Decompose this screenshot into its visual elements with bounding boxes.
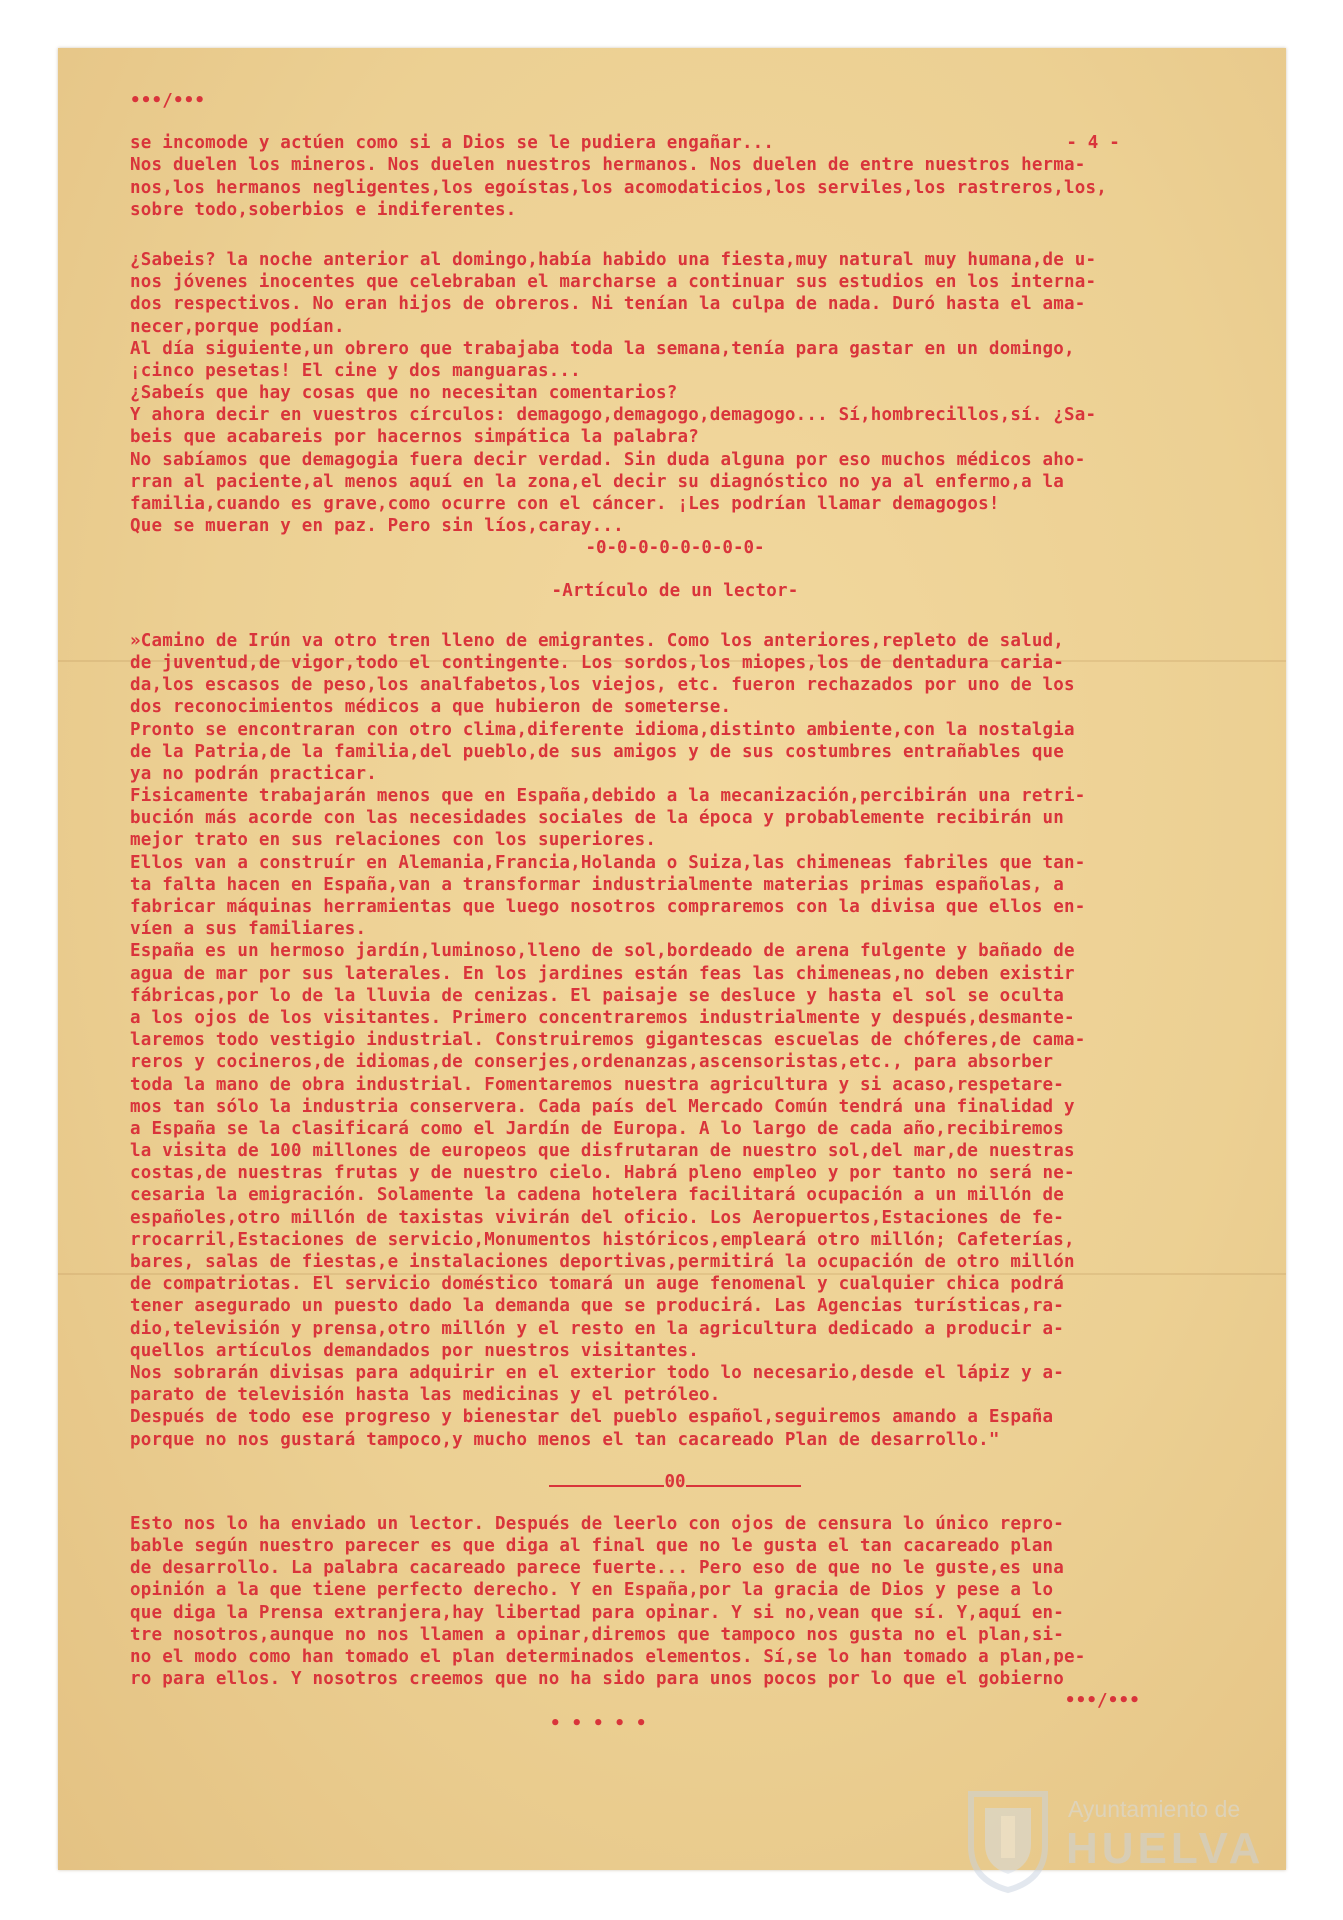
- text-line: ¿Sabeis? la noche anterior al domingo,había habido una fiesta,muy natural muy humana,de u-: [130, 249, 1097, 270]
- spacer: [130, 112, 1220, 132]
- text-line: Y ahora decir en vuestros círculos: demagogo,demagogo,demagogo... Sí,hombrecillos,sí. ¿Sa-: [130, 405, 1097, 426]
- text-line: nos,los hermanos negligentes,los egoístas,los acomodaticios,los serviles,los rastreros,los,: [130, 177, 1107, 198]
- text-line: dos reconocimientos médicos a que hubieron de someterse.: [130, 697, 732, 718]
- text-line: de juventud,de vigor,todo el contingente. Los sordos,los miopes,los de dentadura caria-: [130, 652, 1065, 673]
- text-line: de la Patria,de la familia,del pueblo,de sus amigos y de sus costumbres entrañables que: [130, 741, 1065, 762]
- text-line: ya no podrán practicar.: [130, 763, 377, 784]
- text-line: Al día siguiente,un obrero que trabajaba toda la semana,tenía para gastar en un domingo,: [130, 338, 1075, 359]
- text-line: agua de mar por sus laterales. En los jardines están feas las chimeneas,no deben existir: [130, 963, 1075, 984]
- trailing-dots: • • • • •: [550, 1713, 647, 1734]
- text-line: a España se la clasificará como el Jardín de Europa. A lo largo de cada año,recibiremos: [130, 1118, 1065, 1139]
- continuation-mark-bottom: •••/•••: [1064, 1691, 1140, 1712]
- text-line: de desarrollo. La palabra cacareado parece fuerte... Pero eso de que no le guste,es una: [130, 1558, 1065, 1579]
- coat-of-arms-icon: [963, 1786, 1053, 1894]
- spacer: [130, 560, 1220, 580]
- text-line: toda la mano de obra industrial. Fomentaremos nuestra agricultura y si acaso,respetare-: [130, 1074, 1065, 1095]
- text-line: rran al paciente,al menos aquí en la zona,el decir su diagnóstico no ya al enfermo,a la: [130, 471, 1065, 492]
- continuation-mark: •••/•••: [130, 91, 206, 111]
- text-line: ¡cinco pesetas! El cine y dos manguaras...: [130, 360, 581, 381]
- text-line: nos jóvenes inocentes que celebraban el marcharse a continuar sus estudios en los interna-: [130, 272, 1097, 293]
- text-line: necer,porque podían.: [130, 316, 345, 337]
- separator-mark: 00: [664, 1471, 686, 1492]
- text-line: fábricas,por lo de la lluvia de cenizas. El paisaje se desluce y hasta el sol se oculta: [130, 985, 1065, 1006]
- text-line: fabricar máquinas herramientas que luego nosotros compraremos con la divisa que ellos en-: [130, 897, 1086, 917]
- text-line: da,los escasos de peso,los analfabetos,los viejos, etc. fueron rechazados por uno de los: [130, 675, 1075, 696]
- separator-rule: [130, 1471, 1220, 1493]
- text-line: bución más acorde con las necesidades sociales de la época y probablemente recibirán un: [130, 808, 1065, 829]
- text-line: tre nosotros,aunque no nos llamen a opinar,diremos que tampoco nos gusta no el plan,si-: [130, 1624, 1065, 1645]
- text-line: ta falta hacen en España,van a transformar industrialmente materias primas españolas, a: [130, 874, 1065, 895]
- text-line: se incomode y actúen como si a Dios se le pudiera engañar...: [130, 133, 775, 154]
- text-line: bable según nuestro parecer es que diga al final que no le gusta el tan cacareado plan: [130, 1536, 1054, 1557]
- document-page: [58, 48, 1286, 1870]
- text-line: sobre todo,soberbios e indiferentes.: [130, 199, 517, 220]
- text-line: dos respectivos. No eran hijos de obreros. Ni tenían la culpa de nada. Duró hasta el ama-: [130, 294, 1086, 315]
- text-line: la visita de 100 millones de europeos que disfrutaran de nuestro sol,del mar,de nuestras: [130, 1141, 1075, 1162]
- separator: -0-0-0-0-0-0-0-0-: [585, 538, 765, 559]
- text-line: tener asegurado un puesto dado la demanda que se producirá. Las Agencias turísticas,ra-: [130, 1296, 1065, 1317]
- text-line: España es un hermoso jardín,luminoso,lleno de sol,bordeado de arena fulgente y bañado de: [130, 941, 1075, 962]
- spacer: [130, 602, 1220, 630]
- spacer: [130, 1451, 1220, 1471]
- text-line: porque no nos gustará tampoco,y mucho menos el tan cacareado Plan de desarrollo.": [130, 1429, 1000, 1450]
- spacer: [130, 1493, 1220, 1513]
- text-line: a los ojos de los visitantes. Primero concentraremos industrialmente y después,desmante-: [130, 1007, 1075, 1028]
- text-line: Esto nos lo ha enviado un lector. Después de leerlo con ojos de censura lo único repro-: [130, 1513, 1065, 1534]
- text-line: Después de todo ese progreso y bienestar del pueblo español,seguiremos amando a España: [130, 1407, 1054, 1428]
- text-line: No sabíamos que demagogia fuera decir verdad. Sin duda alguna por eso muchos médicos aho-: [130, 449, 1086, 470]
- text-line: parato de televisión hasta las medicinas y el petróleo.: [130, 1385, 721, 1406]
- text-line: opinión a la que tiene perfecto derecho. Y en España,por la gracia de Dios y pese a lo: [130, 1580, 1054, 1601]
- text-line: bares, salas de fiestas,e instalaciones deportivas,permitirá la ocupación de otro millón: [130, 1252, 1075, 1272]
- text-line: de compatriotas. El servicio doméstico tomará un auge fenomenal y cualquier chica podrá: [130, 1274, 1065, 1295]
- text-line: costas,de nuestras frutas y de nuestro cielo. Habrá pleno empleo y por tanto no será ne-: [130, 1163, 1075, 1184]
- text-line: víen a sus familiares.: [130, 919, 367, 940]
- article-title: -Artículo de un lector-: [551, 580, 799, 601]
- rule-right: [686, 1485, 801, 1487]
- text-line: Que se mueran y en paz. Pero sin líos,caray...: [130, 516, 624, 537]
- text-line: Pronto se encontraran con otro clima,diferente idioma,distinto ambiente,con la nostalgia: [130, 719, 1075, 740]
- text-line: Nos duelen los mineros. Nos duelen nuestros hermanos. Nos duelen de entre nuestros herma-: [130, 155, 1086, 176]
- text-line: Fisicamente trabajarán menos que en España,debido a la mecanización,percibirán una retri-: [130, 786, 1086, 807]
- typed-text: [130, 90, 1220, 1735]
- text-line: ro para ellos. Y nosotros creemos que no ha sido para unos pocos por lo que el gobierno: [130, 1669, 1065, 1690]
- watermark: [963, 1786, 1263, 1896]
- first-line-row: [130, 132, 1120, 154]
- text-line: cesaria la emigración. Solamente la cadena hotelera facilitará ocupación a un millón de: [130, 1185, 1065, 1206]
- text-line: ¿Sabeís que hay cosas que no necesitan comentarios?: [130, 383, 678, 404]
- text-line: dio,televisión y prensa,otro millón y el resto en la agricultura dedicado a producir a-: [130, 1318, 1065, 1339]
- text-line: mejor trato en sus relaciones con los superiores.: [130, 830, 657, 851]
- watermark-line2: HUELVA: [1066, 1824, 1265, 1873]
- text-line: »Camino de Irún va otro tren lleno de emigrantes. Como los anteriores,repleto de salud,: [130, 630, 1065, 651]
- text-line: reros y cocineros,de idiomas,de conserjes,ordenanzas,ascensoristas,etc., para absorber: [130, 1052, 1054, 1073]
- text-line: quellos artículos demandados por nuestros visitantes.: [130, 1340, 700, 1361]
- page-number: - 4 -: [1066, 133, 1120, 154]
- text-line: mos tan sólo la industria conservera. Cada país del Mercado Común tendrá una finalidad y: [130, 1096, 1075, 1117]
- text-line: Ellos van a construír en Alemania,Francia,Holanda o Suiza,las chimeneas fabriles que tan-: [130, 852, 1086, 873]
- text-line: no el modo como han tomado el plan determinados elementos. Sí,se lo han tomado a plan,pe-: [130, 1647, 1086, 1667]
- watermark-line1: Ayuntamiento de: [1068, 1796, 1241, 1822]
- rule-left: [549, 1485, 664, 1487]
- text-line: rrocarril,Estaciones de servicio,Monumentos históricos,empleará otro millón; Cafeterías,: [130, 1229, 1075, 1250]
- text-line: españoles,otro millón de taxistas vivirán del oficio. Los Aeropuertos,Estaciones de fe-: [130, 1207, 1065, 1228]
- text-line: Nos sobrarán divisas para adquirir en el exterior todo lo necesario,desde el lápiz y a-: [130, 1362, 1065, 1383]
- text-line: familia,cuando es grave,como ocurre con el cáncer. ¡Les podrían llamar demagogos!: [130, 494, 1000, 514]
- text-line: laremos todo vestigio industrial. Construiremos gigantescas escuelas de chóferes,de cama-: [130, 1030, 1086, 1051]
- text-line: beis que acabareis por hacernos simpática la palabra?: [130, 427, 700, 448]
- text-line: que diga la Prensa extranjera,hay libertad para opinar. Y si no,vean que sí. Y,aquí en-: [130, 1602, 1065, 1623]
- spacer: [130, 221, 1220, 249]
